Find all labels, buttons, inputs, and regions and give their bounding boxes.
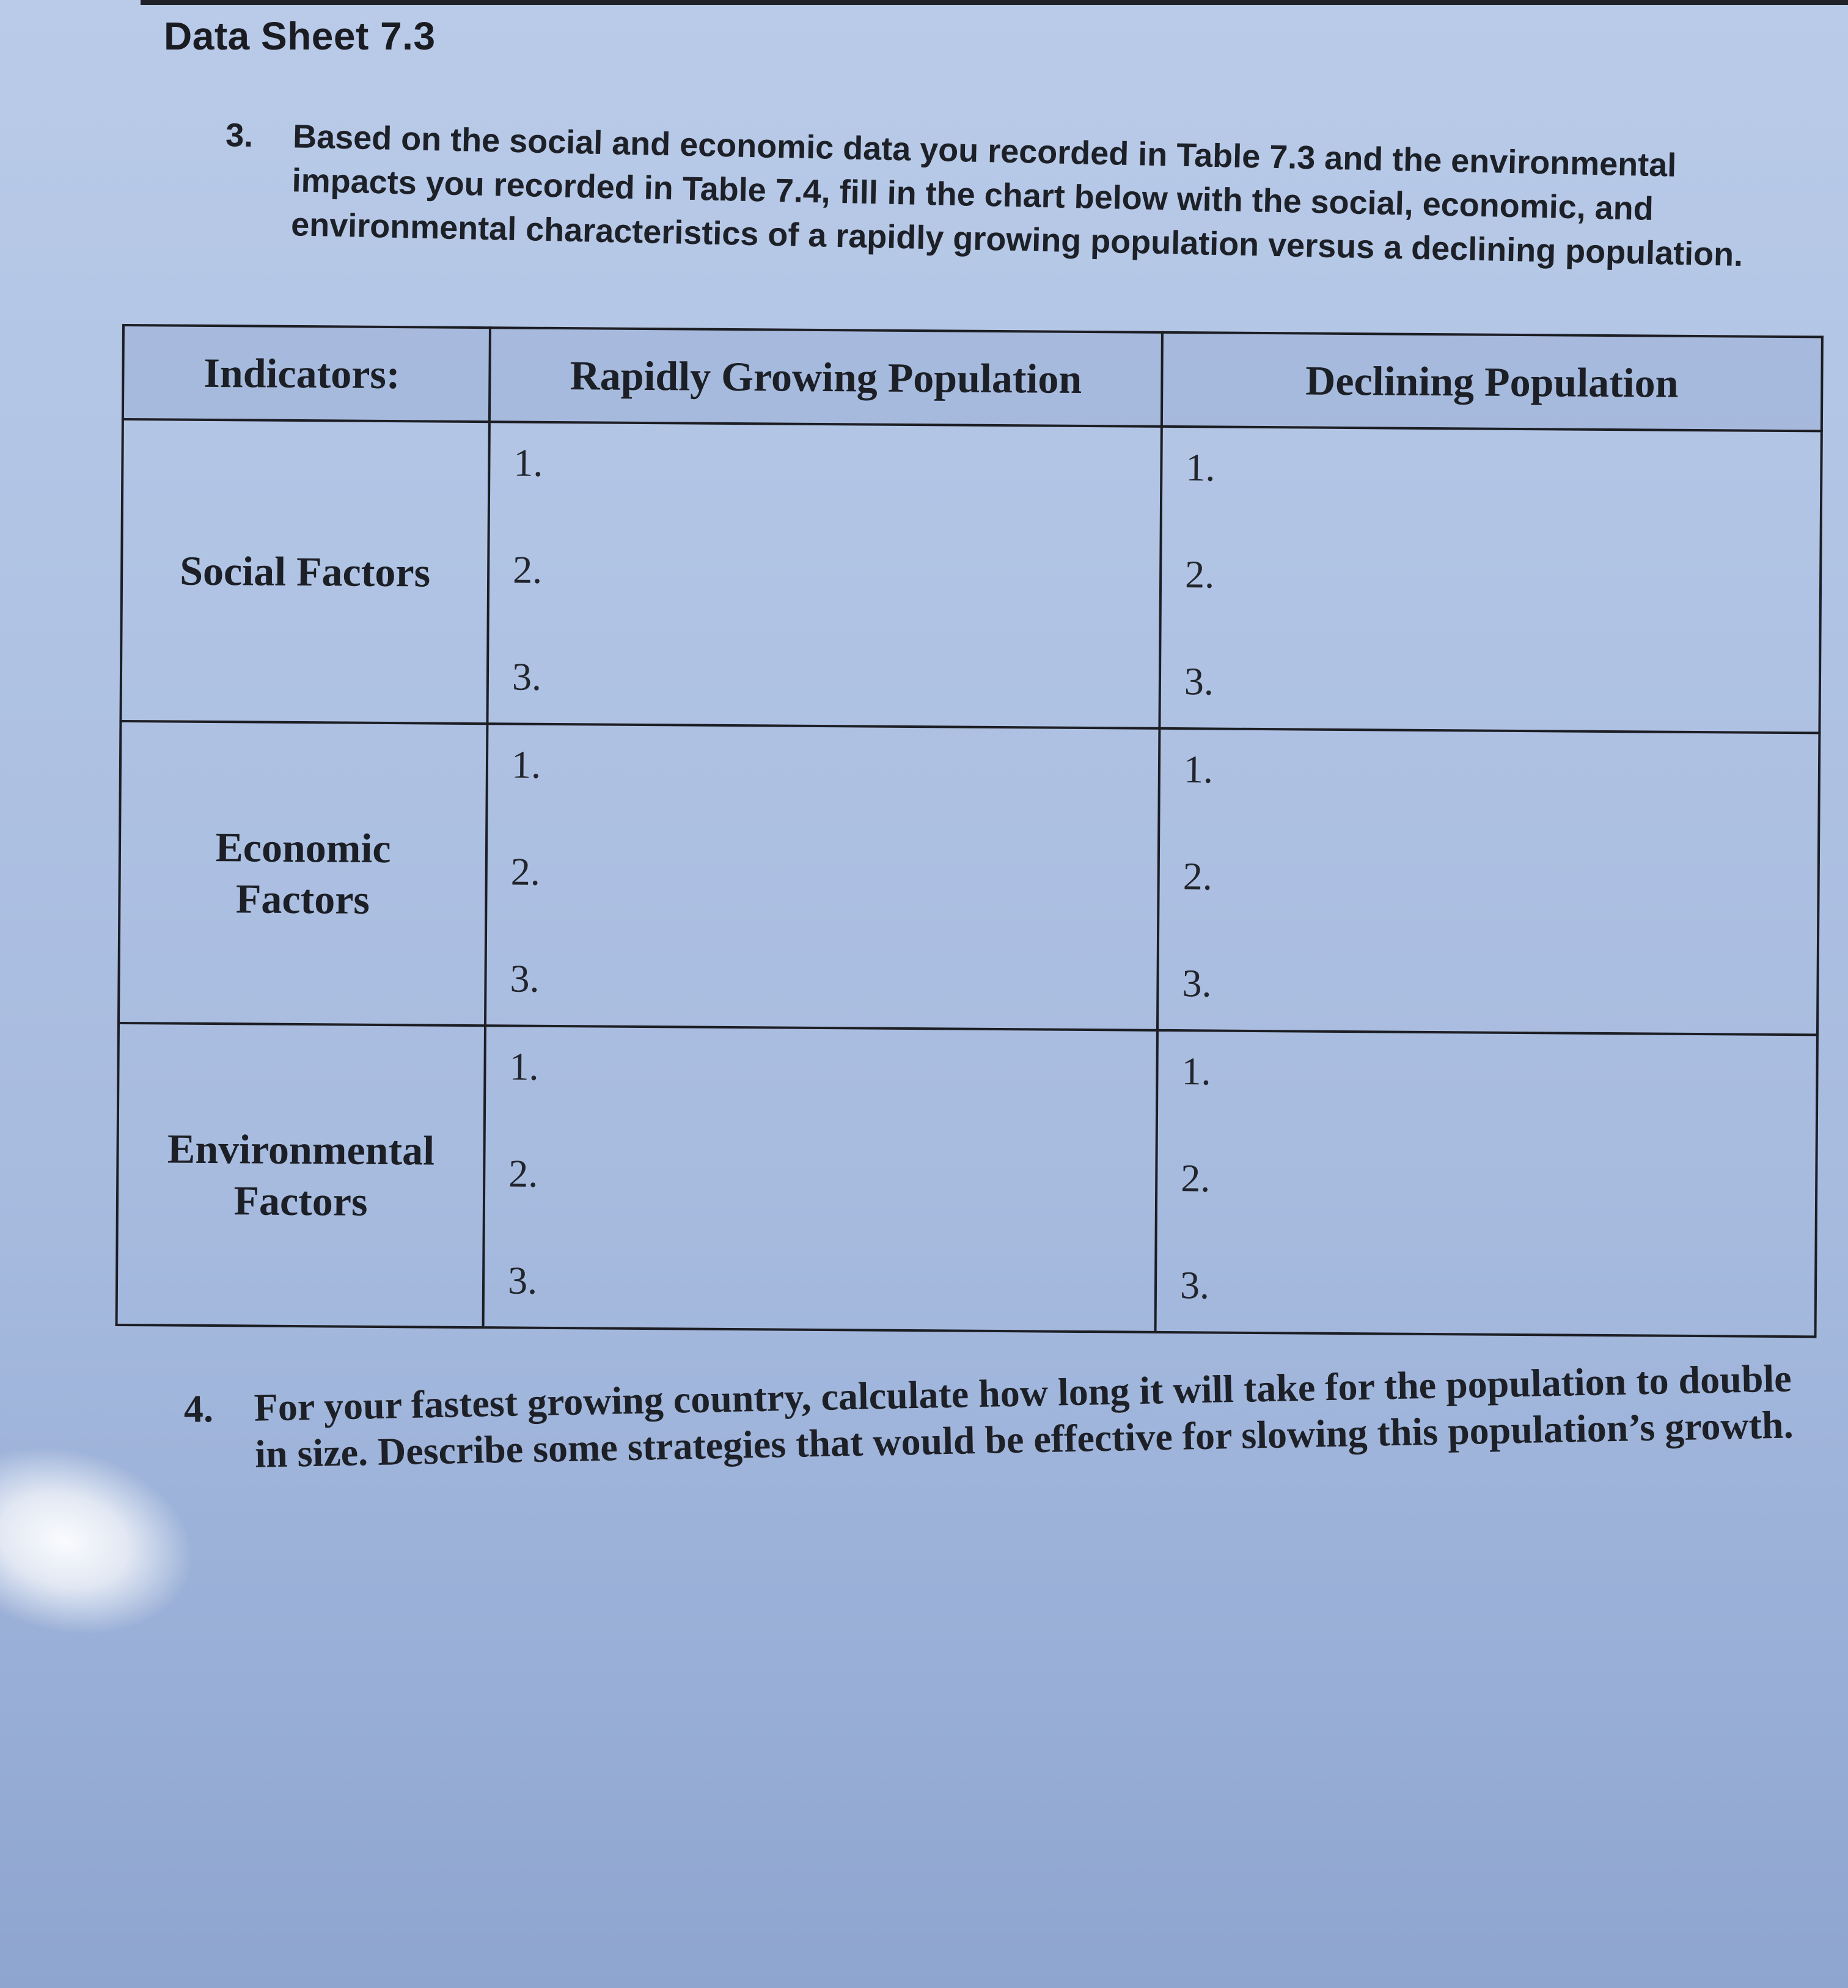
row-label-line: Social Factors [180, 547, 431, 596]
entry-number: 1. [513, 441, 543, 485]
entry-number: 1. [1186, 446, 1216, 490]
entry-number: 2. [1184, 552, 1215, 596]
economic-rapid-cell[interactable] [485, 724, 1159, 1030]
question-3-number: 3. [225, 116, 254, 154]
entry-number: 2. [1181, 1156, 1211, 1200]
social-rapid-cell[interactable] [487, 422, 1161, 728]
row-label-economic [119, 721, 487, 1025]
entry-number: 3. [512, 655, 542, 699]
page-top-edge [141, 0, 1848, 5]
entry-number: 3. [1184, 659, 1214, 703]
social-declining-cell[interactable] [1159, 427, 1821, 733]
entry-number: 2. [512, 548, 543, 592]
header-declining: Declining Population [1162, 332, 1822, 431]
economic-declining-cell[interactable] [1157, 728, 1819, 1035]
entry-number: 3. [1179, 1263, 1210, 1307]
row-label-environmental [117, 1023, 485, 1327]
row-label-line: Environmental [167, 1125, 435, 1174]
environmental-rapid-cell[interactable] [483, 1025, 1157, 1332]
question-3-text: Based on the social and economic data you recorded in Table 7.3 and the environmental impacts you recorded in Table 7.4, fill in the chart below with the social, economic, and environmental characteristics of a rapidly growing population versus a declining population. [290, 118, 1744, 274]
entry-number: 1. [509, 1044, 539, 1088]
comparison-table [116, 324, 1821, 1338]
header-rapidly-growing: Rapidly Growing Population [490, 328, 1162, 427]
header-indicators: Indicators: [123, 325, 490, 422]
row-label-social [120, 419, 489, 724]
row-label-line: Factors [233, 1177, 368, 1225]
question-4-number: 4. [183, 1387, 214, 1431]
entry-number: 1. [511, 743, 541, 787]
entry-number: 1. [1181, 1049, 1211, 1093]
table-row-social [120, 419, 1821, 733]
row-label-line: Economic [215, 824, 391, 872]
row-label-line: Factors [235, 875, 370, 923]
entry-number: 2. [510, 849, 541, 893]
table-row-environmental [117, 1023, 1817, 1337]
entry-number: 3. [510, 956, 540, 1000]
table-header-row [123, 325, 1822, 431]
entry-number: 2. [508, 1151, 538, 1195]
entry-number: 1. [1183, 747, 1214, 791]
question-4-text: For your fastest growing country, calculate how long it will take for the population to double in size. Describe some strategies that would be effective for slowing this population’s growth. [254, 1356, 1794, 1476]
table-row-economic [119, 721, 1819, 1035]
light-glare [0, 1431, 215, 1662]
entry-number: 3. [1182, 961, 1212, 1005]
question-4 [183, 1355, 1798, 1479]
entry-number: 3. [507, 1258, 538, 1302]
question-3 [223, 113, 1802, 278]
environmental-declining-cell[interactable] [1156, 1030, 1817, 1337]
sheet-title: Data Sheet 7.3 [164, 14, 436, 58]
entry-number: 2. [1182, 854, 1212, 898]
